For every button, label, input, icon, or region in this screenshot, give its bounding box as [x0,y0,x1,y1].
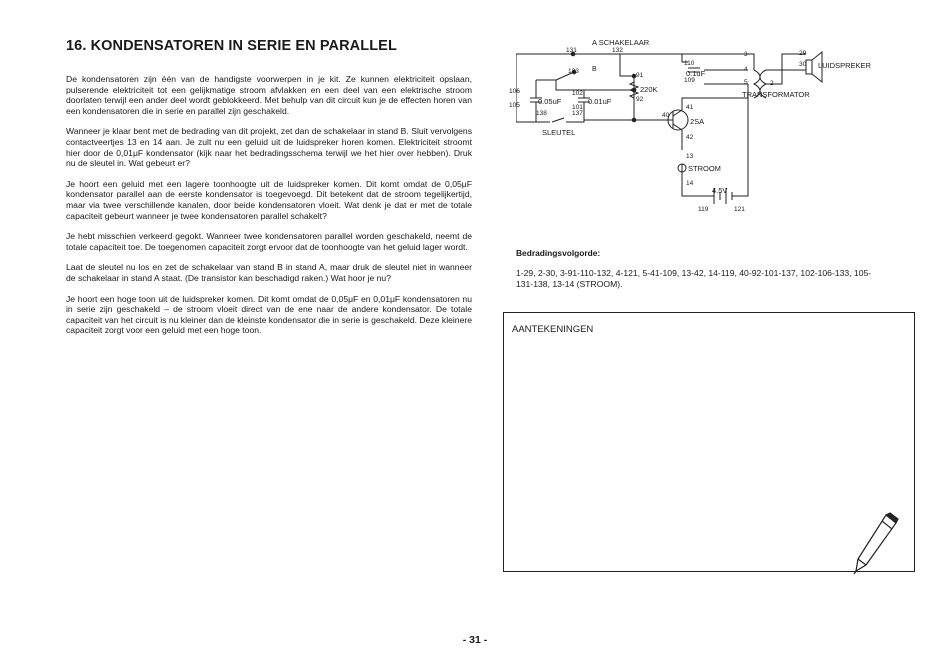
terminal-101: 101 [572,104,583,111]
paragraph-explanation: Je hebt misschien verkeerd gegokt. Wanneer twee kondensatoren parallel worden geschakeld, neemt de totale capaciteit toe. De toegenomen capaciteit zorgt ervoor dat de toonhoogte van het geluid lager wordt. [66,231,472,252]
circuit-diagram-area [509,38,916,280]
main-text-column [66,38,472,346]
resistor-label: 220K [640,85,658,94]
terminal-5: 5 [744,79,748,86]
terminal-121: 121 [734,206,745,213]
terminal-133: 133 [568,68,579,75]
terminal-119: 119 [698,206,709,213]
terminal-109: 109 [684,77,695,84]
transistor-label: 2SA [690,117,705,126]
terminal-40: 40 [662,112,670,119]
key-label: SLEUTEL [542,128,576,137]
transformer-label: TRANSFORMATOR [742,90,810,99]
terminal-13: 13 [686,153,694,160]
paragraph-switch-b: Wanneer je klaar bent met de bedrading van dit projekt, zet dan de schakelaar in stand B. Sluit vervolgens contactveertjes 13 en 14 aan. Je zult nu een geluid uit de luidspreker horen komen. Elektriciteit stroomt hier door de 0,01μF kondensator (kijk naar het bedradingsschema terwijl we het hier over hebben). Druk nu de sleutel in. Wat gebeurt er? [66,126,472,169]
wiring-title: Bedradingsvolgorde: [516,248,601,258]
terminal-106: 106 [509,88,520,95]
paragraph-intro: De kondensatoren zijn één van de handigste voorwerpen in je kit. Ze kunnen elektriciteit opslaan, pulserende elektriciteit tot een gelijkmatige stroom afvlakken en een deel van een elektrische stroom doorlaten terwijl een ander deel wordt geblokkeerd. Met behulp van dit circuit kun je de effecten horen van een kondensatoren die in serie en parallel zijn geschakeld. [66,74,472,116]
terminal-102: 102 [572,90,583,97]
terminal-41: 41 [686,104,694,111]
terminal-132: 132 [612,47,623,54]
switch-label [592,38,649,47]
terminal-92: 92 [636,96,644,103]
terminal-4: 4 [744,66,748,73]
cap-005-label: 0.05uF [538,97,562,106]
notes-title: AANTEKENINGEN [512,324,594,335]
pencil-icon [852,511,900,575]
current-label: STROOM [688,164,721,173]
switch-name: SCHAKELAAR [598,38,650,47]
terminal-137: 137 [572,110,583,117]
section-title: 16. KONDENSATOREN IN SERIE EN PARALLEL [66,38,397,54]
paragraph-switch-a: Laat de sleutel nu los en zet de schakelaar van stand B in stand A, maar druk de sleutel niet in wanneer de schakelaar in stand A staat. (De transistor kan beschadigd raken.) Wat hoor je nu? [66,262,472,283]
terminal-131: 131 [566,47,577,54]
terminal-29: 29 [799,50,807,57]
terminal-138: 138 [536,110,547,117]
paragraph-parallel: Je hoort een geluid met een lagere toonhoogte uit de luidspreker komen. Dit komt omdat de 0,05μF kondensator parallel aan de eerste kondensator is toegevoegd. Dit betekent dat de stroom tegelijkertijd, maar via twee verschillende kanalen, door beide kondensatoren vloeit. Wat denk je dat er met de totale capaciteit gebeurt wanneer je twee kondensatoren parallel schakelt? [66,178,472,221]
terminal-3: 3 [744,51,748,58]
notes-box [503,312,915,572]
terminal-30: 30 [799,61,807,68]
switch-b-label: B [592,66,597,73]
terminal-14: 14 [686,180,694,187]
switch-a-label: A [592,38,597,47]
paragraph-series: Je hoort een hoge toon uit de luidspreker komen. Dit komt omdat de 0,05μF en 0,01μF kondensatoren nu in serie zijn geschakeld – de stroom vloeit direct van de ene naar de andere kondensator. De totale capaciteit van het circuit is nu kleiner dan de kleinste kondensator die in serie is geschakeld. Deze kleinere capaciteit zorgt voor een geluid met een hoge toon. [66,293,472,336]
cap-01-label: 0.1uF [686,69,706,78]
terminal-2: 2 [770,80,774,87]
page-number: - 31 - [462,634,488,646]
speaker-label: LUIDSPREKER [818,61,871,70]
terminal-110: 110 [684,60,695,67]
wiring-sequence: 1-29, 2-30, 3-91-110-132, 4-121, 5-41-109, 13-42, 14-119, 40-92-101-137, 102-106-133, 105-131-138, 13-14 (STROOM). [516,268,872,289]
terminal-105: 105 [509,102,520,109]
terminal-42: 42 [686,134,694,141]
battery-label: 4.5V [712,186,728,195]
terminal-91: 91 [636,72,644,79]
cap-001-label: 0.01uF [588,97,612,106]
